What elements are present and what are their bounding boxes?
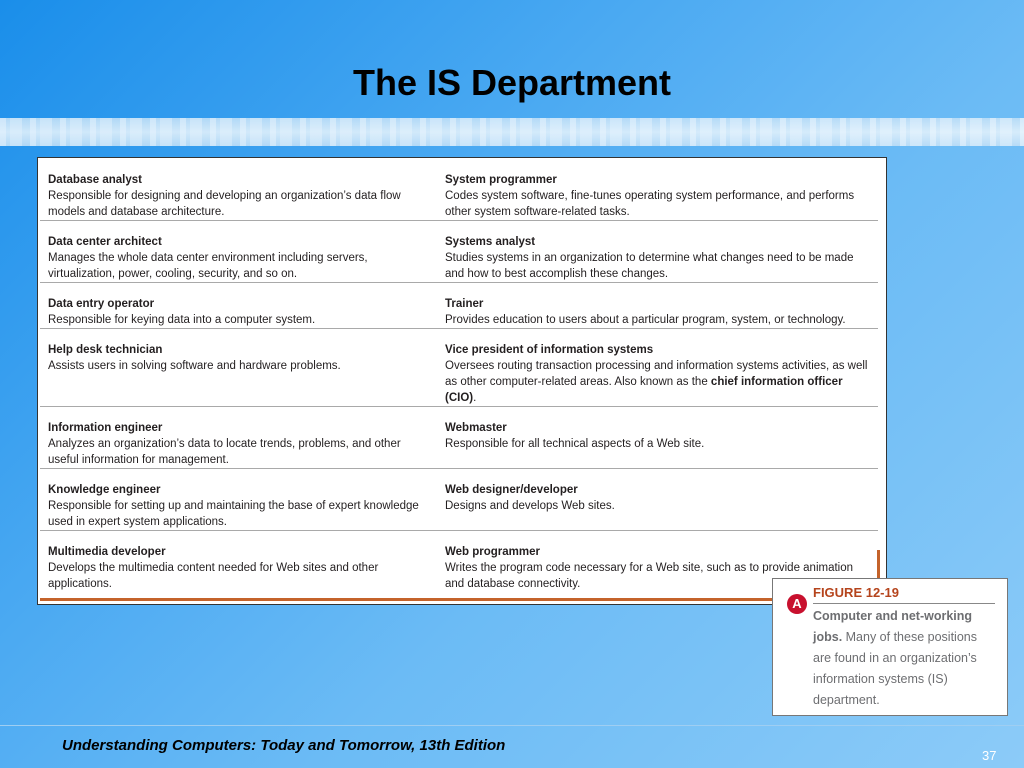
job-description: Responsible for setting up and maintaining the base of expert knowledge used in expert system applications. — [48, 500, 419, 528]
figure-label: FIGURE 12-19 — [813, 585, 899, 600]
job-title: Webmaster — [445, 422, 507, 434]
footer-text: Understanding Computers: Today and Tomorrow, 13th Edition — [62, 737, 506, 754]
job-cell — [48, 342, 428, 374]
job-title: Multimedia developer — [48, 546, 166, 558]
job-description: Analyzes an organization’s data to locate trends, problems, and other useful information for management. — [48, 438, 401, 466]
job-cell — [445, 482, 875, 514]
table-row — [40, 328, 878, 407]
job-description: Develops the multimedia content needed for Web sites and other applications. — [48, 562, 379, 590]
job-title: Help desk technician — [48, 344, 163, 356]
job-cell — [48, 544, 428, 592]
figure-caption-box — [772, 578, 1008, 716]
job-title: Data center architect — [48, 236, 162, 248]
figure-caption-text: Many of these positions are found in an organization’s information systems (IS) department. — [813, 630, 977, 707]
job-description: Responsible for all technical aspects of a Web site. — [445, 438, 705, 450]
job-description: Manages the whole data center environment including servers, virtualization, power, cooling, security, and so on. — [48, 252, 368, 280]
divider — [813, 603, 995, 604]
job-cell — [48, 296, 428, 328]
job-cell — [445, 172, 875, 220]
job-description-end: . — [473, 392, 477, 404]
job-description: Responsible for designing and developing an organization’s data flow models and database architecture. — [48, 190, 401, 218]
job-title: Trainer — [445, 298, 484, 310]
jobs-table — [37, 157, 887, 605]
job-title: Web designer/developer — [445, 484, 578, 496]
table-row — [40, 282, 878, 329]
job-description: Responsible for keying data into a computer system. — [48, 314, 316, 326]
table-row — [40, 220, 878, 283]
job-cell — [48, 420, 428, 468]
slide-title: The IS Department — [352, 62, 672, 103]
page-number: 37 — [982, 748, 997, 763]
job-cell — [445, 296, 875, 328]
job-title: Web programmer — [445, 546, 541, 558]
table-row — [40, 158, 878, 221]
job-cell — [445, 234, 875, 282]
job-description: Writes the program code necessary for a Web site, such as to provide animation and database connectivity. — [445, 562, 854, 590]
table-row — [40, 406, 878, 469]
footer-divider — [0, 725, 1024, 726]
job-title: Knowledge engineer — [48, 484, 161, 496]
job-cell — [48, 482, 428, 530]
job-title: Vice president of information systems — [445, 344, 654, 356]
figure-caption — [813, 606, 998, 711]
job-title: Data entry operator — [48, 298, 155, 310]
job-description: Assists users in solving software and hardware problems. — [48, 360, 341, 372]
job-cell — [48, 172, 428, 220]
job-title: Systems analyst — [445, 236, 536, 248]
publisher-logo-icon: A — [787, 594, 807, 614]
job-cell — [48, 234, 428, 282]
job-description: Designs and develops Web sites. — [445, 500, 615, 512]
job-cell — [445, 420, 875, 452]
job-description: Studies systems in an organization to determine what changes need to be made and how to best accomplish these changes. — [445, 252, 854, 280]
decorative-band — [0, 118, 1024, 146]
job-description-emphasis: chief information officer (CIO) — [445, 376, 843, 404]
job-cell — [445, 342, 875, 406]
job-description: Provides education to users about a particular program, system, or technology. — [445, 314, 846, 326]
job-title: System programmer — [445, 174, 557, 186]
job-title: Information engineer — [48, 422, 163, 434]
table-row — [40, 530, 878, 601]
table-row — [40, 468, 878, 531]
figure-caption-title: Computer and net-working jobs. — [813, 609, 973, 644]
job-description: Oversees routing transaction processing and information systems activities, as well as other computer-related areas. Also known as the — [445, 360, 868, 388]
job-description: Codes system software, fine-tunes operating system performance, and performs other system software-related tasks. — [445, 190, 855, 218]
job-title: Database analyst — [48, 174, 142, 186]
